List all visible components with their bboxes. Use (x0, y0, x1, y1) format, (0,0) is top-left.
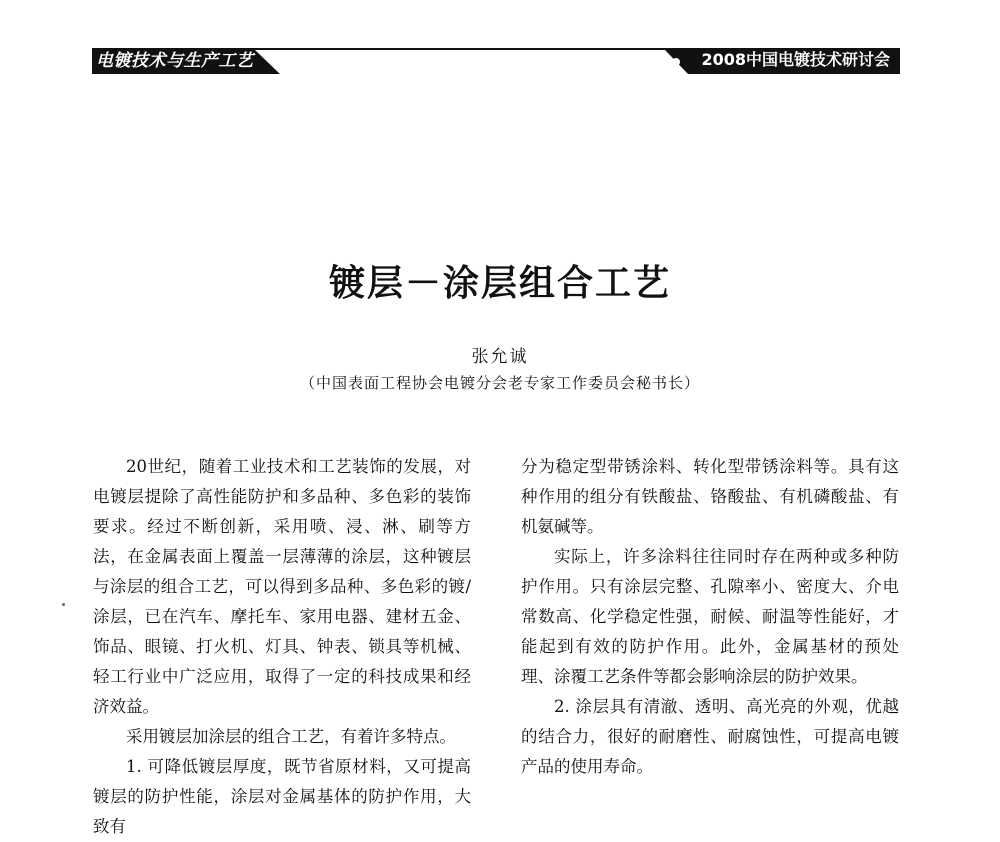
article-title: 镀层－涂层组合工艺 (328, 262, 671, 304)
paragraph: 分为稳定型带锈涂料、转化型带锈涂料等。具有这种作用的组分有铁酸盐、铬酸盐、有机磷酸盐、有机氨碱等。 (521, 457, 899, 536)
paragraph: 2. 涂层具有清澈、透明、高光亮的外观，优越的结合力，很好的耐磨性、耐腐蚀性，可提高电镀产品的使用寿命。 (521, 697, 899, 776)
section-label: 电镀技术与生产工艺 (96, 51, 254, 71)
author-name: 张允诚 (471, 347, 529, 367)
author-affiliation: （中国表面工程协会电镀分会老专家工作委员会秘书长） (299, 374, 700, 392)
paragraph: 20世纪，随着工业技术和工艺装饰的发展，对电镀层提除了高性能防护和多品种、多色彩的装饰要求。经过不断创新，采用喷、浸、淋、刷等方法，在金属表面上覆盖一层薄薄的涂层，这种镀层与涂层的组合工艺，可以得到多品种、多色彩的镀/涂层，已在汽车、摩托车、家用电器、建材五金、饰品、眼镜、打火机、灯具、钟表、锁具等机械、轻工行业中广泛应用，取得了一定的科技成果和经济效益。 (93, 457, 471, 716)
left-column (93, 452, 471, 842)
paragraph: 1. 可降低镀层厚度，既节省原材料，又可提高镀层的防护性能，涂层对金属基体的防护作用，大致有 (93, 757, 471, 836)
paragraph: 采用镀层加涂层的组合工艺，有着许多特点。 (126, 727, 456, 746)
conference-label: 2008中国电镀技术研讨会 (701, 50, 890, 69)
scan-speck (62, 603, 65, 606)
right-column (521, 452, 899, 782)
paragraph: 实际上，许多涂料往往同时存在两种或多种防护作用。只有涂层完整、孔隙率小、密度大、介电常数高、化学稳定性强，耐候、耐温等性能好，才能起到有效的防护作用。此外，金属基材的预处理、涂覆工艺条件等都会影响涂层的防护效果。 (521, 547, 899, 686)
